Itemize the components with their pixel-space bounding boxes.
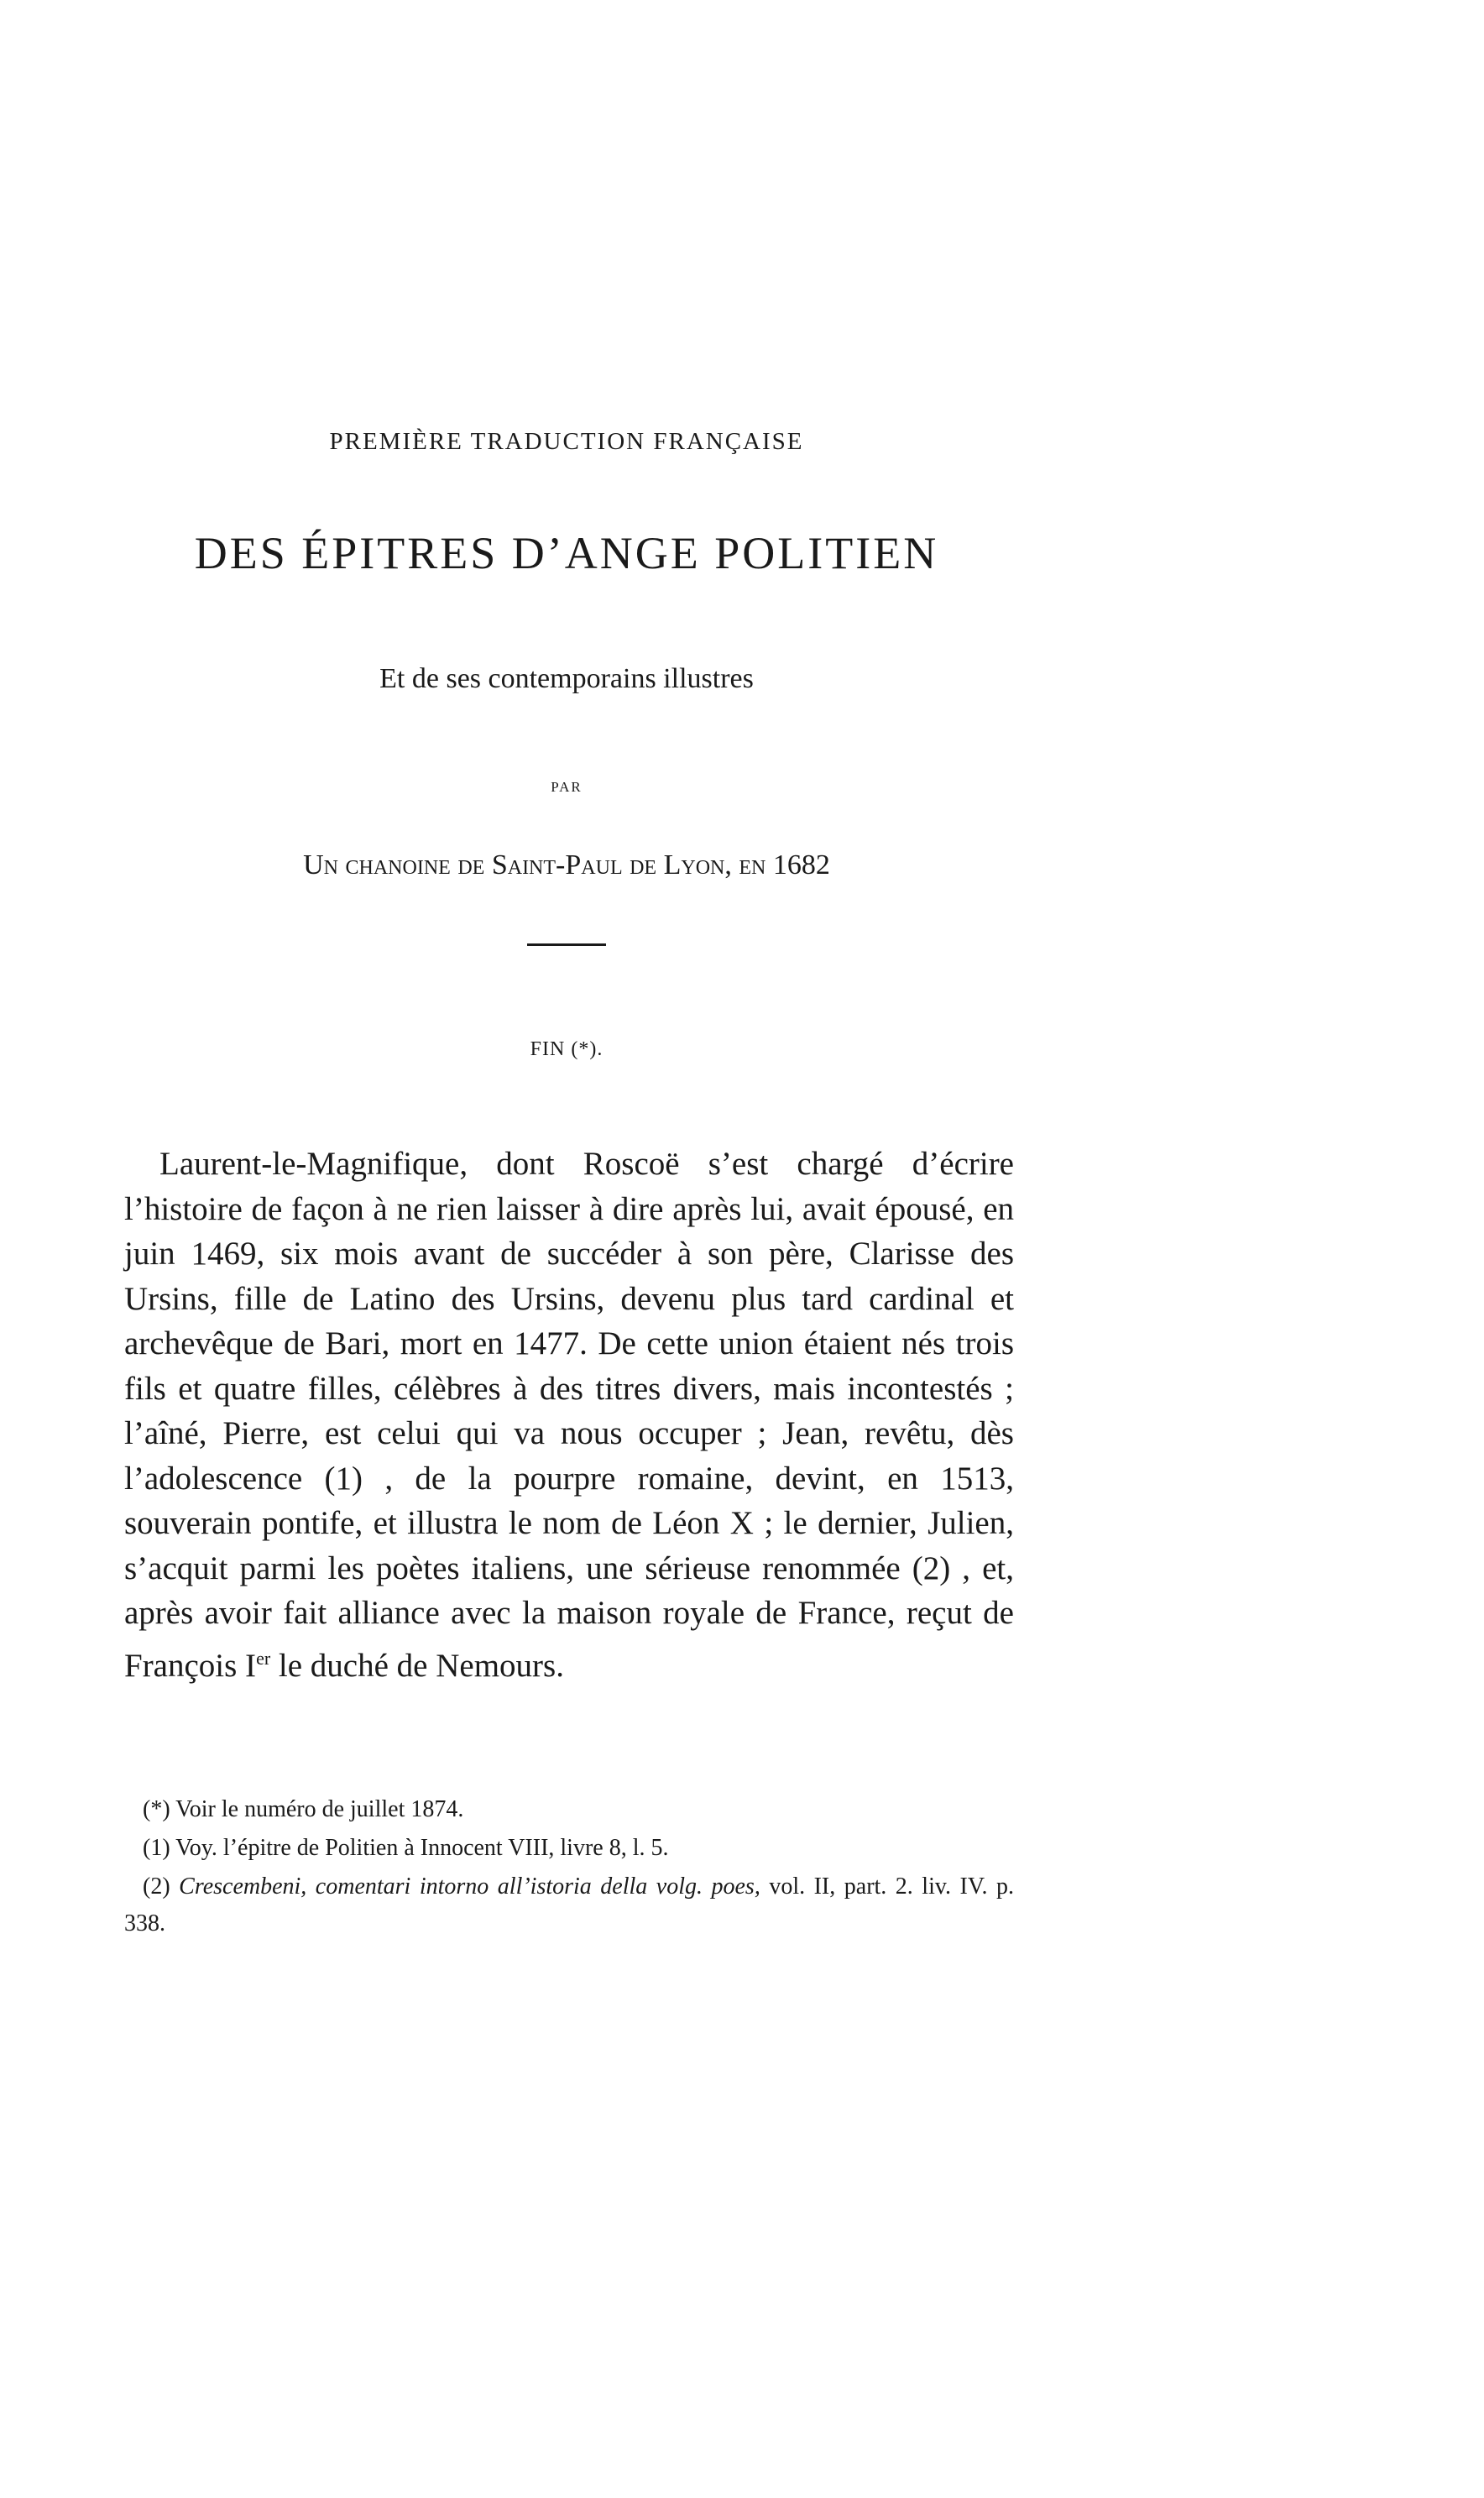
author-line: Un chanoine de Saint-Paul de Lyon, en 1682 [303, 849, 830, 881]
footnote-star: (*) Voir le numéro de juillet 1874. [143, 1796, 464, 1822]
subtitle: Et de ses contemporains illustres [379, 663, 754, 694]
footnote-2-number: (2) [143, 1874, 180, 1900]
series-kicker: PREMIÈRE TRADUCTION FRANÇAISE [329, 428, 804, 455]
body-text [124, 1142, 1014, 1688]
paragraph [124, 1142, 1014, 1688]
footnote-2-citation: Crescembeni, comentari intorno all’istoria della volg. poes, [179, 1874, 760, 1900]
paragraph-text-end: le duché de Nemours. [270, 1647, 564, 1684]
byline-par: PAR [551, 779, 583, 795]
footnotes [124, 1791, 1014, 1944]
separator-rule [527, 943, 606, 946]
footnote-1: (1) Voy. l’épitre de Politien à Innocent VIII, livre 8, l. 5. [143, 1835, 669, 1861]
superscript: er [256, 1647, 271, 1669]
footnote-2 [124, 1868, 1014, 1942]
section-marker: FIN (*). [530, 1038, 604, 1060]
paragraph-text: Laurent-le-Magnifique, dont Roscoë s’est chargé d’écrire l’histoire de façon à ne rien laisser à dire après lui, avait épousé, en juin 1469, six mois avant de succéder à son père, Clarisse des Ursins, fille de Latino des Ursins, devenu plus tard cardinal et archevêque de Bari, mort en 1477. De cette union étaient nés trois fils et quatre filles, célèbres à des titres divers, mais incontestés ; l’aîné, Pierre, est celui qui va nous occuper ; Jean, revêtu, dès l’adolescence (1) , de la pourpre romaine, devint, en 1513, souverain pontife, et illustra le nom de Léon X ; le dernier, Julien, s’acquit parmi les poètes italiens, une sérieuse renommée (2) , et, après avoir fait alliance avec la maison royale de France, reçut de François I [124, 1146, 1014, 1684]
footnote-2-rest: vol. II, part. 2. liv. IV. p. 338. [124, 1874, 1014, 1936]
page-title: DES ÉPITRES D’ANGE POLITIEN [194, 528, 939, 578]
